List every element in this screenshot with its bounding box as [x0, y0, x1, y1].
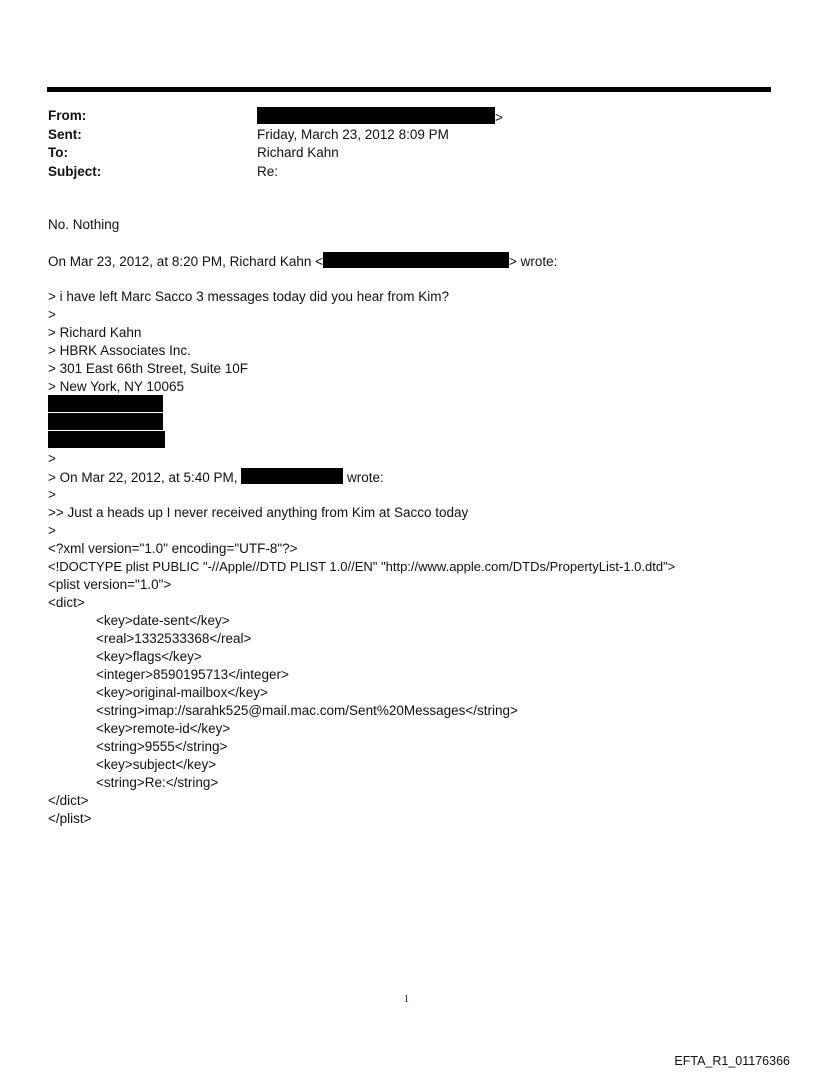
quoted-line: > 301 East 66th Street, Suite 10F	[48, 361, 249, 376]
plist-line: <?xml version="1.0" encoding="UTF-8"?>	[48, 541, 298, 556]
quoted-line: >	[48, 487, 56, 502]
forward-intro-end: wrote:	[347, 470, 384, 485]
plist-line: <plist version="1.0">	[48, 577, 172, 592]
from-label: From:	[48, 108, 87, 123]
quote-intro-end: > wrote:	[509, 254, 558, 269]
from-suffix: >	[495, 110, 503, 125]
subject-row	[48, 163, 503, 182]
redaction-box	[48, 413, 163, 430]
header-rule	[47, 87, 771, 92]
plist-line: <key>original-mailbox</key>	[96, 685, 268, 700]
quoted-line: >> Just a heads up I never received anything from Kim at Sacco today	[48, 505, 469, 520]
quoted-line: > i have left Marc Sacco 3 messages today did you hear from Kim?	[48, 289, 450, 304]
plist-line: <dict>	[48, 595, 85, 610]
quoted-line: >	[48, 307, 56, 322]
plist-line: <real>1332533368</real>	[96, 631, 252, 646]
reply-text: No. Nothing	[48, 217, 120, 232]
plist-line: <key>subject</key>	[96, 757, 217, 772]
quoted-line: >	[48, 523, 56, 538]
quoted-forward-intro	[48, 468, 384, 487]
plist-line: </dict>	[48, 793, 89, 808]
document-id: EFTA_R1_01176366	[674, 1054, 790, 1068]
redaction-box	[241, 468, 343, 484]
plist-line: <key>date-sent</key>	[96, 613, 230, 628]
page-number: 1	[404, 994, 409, 1005]
from-row	[48, 107, 503, 126]
redaction-box	[257, 107, 495, 124]
redaction-box	[48, 395, 163, 412]
forward-intro-start: > On Mar 22, 2012, at 5:40 PM,	[48, 470, 238, 485]
quoted-line: > Richard Kahn	[48, 325, 142, 340]
plist-line: <string>Re:</string>	[96, 775, 219, 790]
sent-value: Friday, March 23, 2012 8:09 PM	[257, 126, 449, 142]
plist-line: </plist>	[48, 811, 92, 826]
sent-label: Sent:	[48, 126, 82, 142]
quote-intro-start: On Mar 23, 2012, at 8:20 PM, Richard Kahn <	[48, 254, 324, 269]
plist-line: <key>flags</key>	[96, 649, 202, 664]
to-label: To:	[48, 145, 68, 160]
plist-line: <string>9555</string>	[96, 739, 228, 754]
sent-row	[48, 126, 503, 145]
plist-line: <key>remote-id</key>	[96, 721, 231, 736]
to-value: Richard Kahn	[257, 145, 339, 160]
quoted-line: > New York, NY 10065	[48, 379, 184, 394]
quote-intro	[48, 252, 557, 271]
subject-label: Subject:	[48, 163, 102, 179]
plist-line: <!DOCTYPE plist PUBLIC "-//Apple//DTD PLIST 1.0//EN" "http://www.apple.com/DTDs/PropertyList-1.0.dtd">	[48, 559, 676, 574]
subject-value: Re:	[257, 163, 279, 179]
email-header	[48, 107, 503, 181]
quoted-line: > HBRK Associates Inc.	[48, 343, 191, 358]
to-row	[48, 144, 503, 163]
redaction-box	[323, 252, 509, 268]
plist-line: <integer>8590195713</integer>	[96, 667, 289, 682]
quoted-line: >	[48, 451, 56, 466]
from-value	[257, 107, 503, 126]
plist-line: <string>imap://sarahk525@mail.mac.com/Sent%20Messages</string>	[96, 703, 518, 718]
redaction-box	[48, 431, 165, 448]
